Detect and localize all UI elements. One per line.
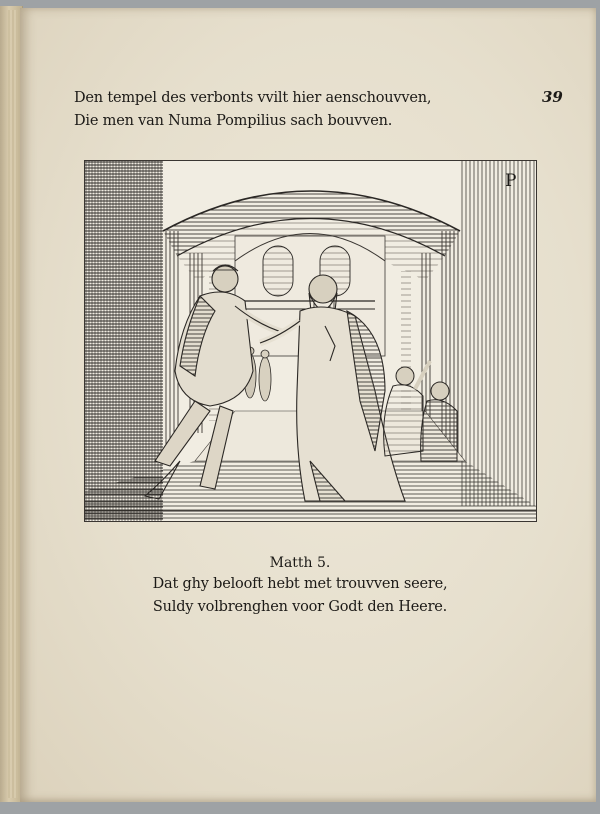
bottom-verse-line-2: Suldy volbrenghen voor Godt den Heere. bbox=[152, 599, 448, 615]
top-verse-line-1: Den tempel des verbonts vvilt hier aenschouvven, bbox=[74, 90, 432, 106]
window-left bbox=[263, 246, 293, 296]
bottom-verse-line-1: Dat ghy belooft hebt met trouvven seere, bbox=[152, 576, 448, 592]
page-stack-texture bbox=[8, 10, 18, 798]
plate-letter: P bbox=[505, 171, 517, 191]
right-wall bbox=[460, 161, 536, 506]
left-wall bbox=[85, 161, 163, 521]
engraving-illustration bbox=[85, 161, 536, 521]
scripture-reference: Matth 5. bbox=[269, 555, 331, 571]
page-number: 39 bbox=[542, 88, 563, 106]
engraving-plate bbox=[84, 160, 537, 522]
top-verse-line-2: Die men van Numa Pompilius sach bouvven. bbox=[74, 113, 393, 129]
